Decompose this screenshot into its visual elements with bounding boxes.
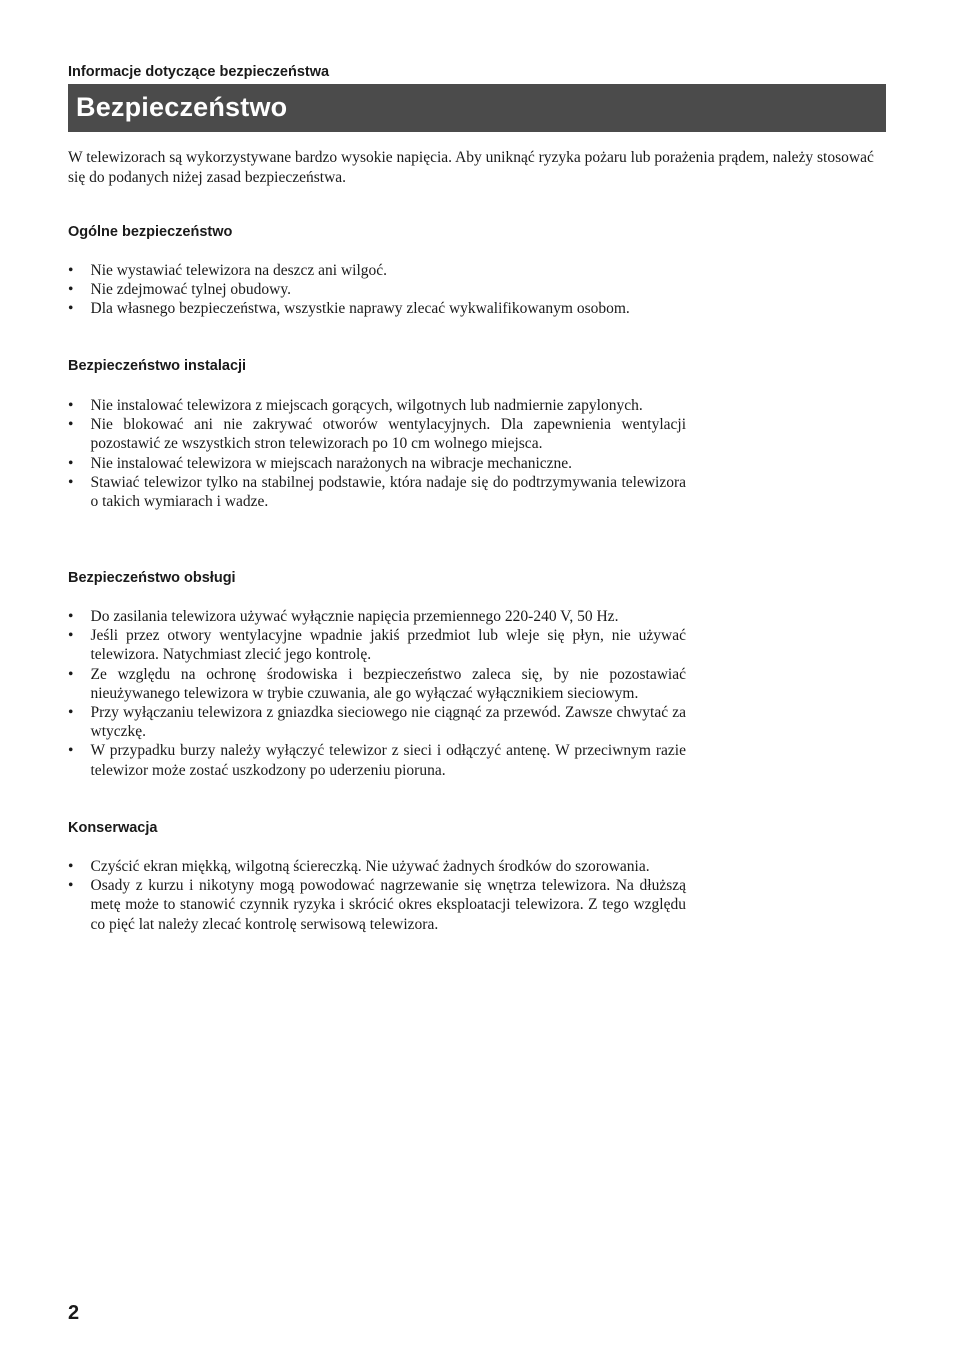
heading-general-safety: Ogólne bezpieczeństwo bbox=[68, 224, 233, 240]
intro-paragraph: W telewizorach są wykorzystywane bardzo wysokie napięcia. Aby uniknąć ryzyka pożaru lub porażenia prądem, należy stosować się do podanych niżej zasad bezpieczeństwa. bbox=[68, 149, 874, 186]
list-item: • W przypadku burzy należy wyłączyć telewizor z sieci i odłączyć antenę. W przeciwnym razie telewizor może zostać uszkodzony po uderzeniu pioruna. bbox=[68, 741, 686, 779]
list-item: • Przy wyłączaniu telewizora z gniazdka sieciowego nie ciągnąć za przewód. Zawsze chwytać za wtyczkę. bbox=[68, 703, 686, 741]
list-item: • Osady z kurzu i nikotyny mogą powodować nagrzewanie się wnętrza telewizora. Na dłuższą metę może to stanowić czynnik ryzyka i skrócić okres eksploatacji telewizora. Z tego względu co pięć lat należy zlecać kontrolę serwisową telewizora. bbox=[68, 876, 686, 934]
list-item: • Nie wystawiać telewizora na deszcz ani wilgoć. bbox=[68, 261, 768, 280]
list-installation-safety bbox=[68, 396, 686, 511]
list-item: • Nie instalować telewizora z miejscach gorących, wilgotnych lub nadmiernie zapylonych. bbox=[68, 396, 686, 415]
list-item: • Do zasilania telewizora używać wyłącznie napięcia przemiennego 220-240 V, 50 Hz. bbox=[68, 607, 686, 626]
list-item: • Nie blokować ani nie zakrywać otworów wentylacyjnych. Dla zapewnienia wentylacji pozostawić ze wszystkich stron telewizorach po 10 cm wolnego miejsca. bbox=[68, 415, 686, 453]
list-item: • Nie instalować telewizora w miejscach narażonych na wibracje mechaniczne. bbox=[68, 454, 686, 473]
list-maintenance bbox=[68, 857, 686, 934]
heading-operation-safety: Bezpieczeństwo obsługi bbox=[68, 570, 236, 586]
list-item: • Ze względu na ochronę środowiska i bezpieczeństwo zaleca się, by nie pozostawiać nieużywanego telewizora w trybie czuwania, ale go wyłączać wyłącznikiem sieciowym. bbox=[68, 665, 686, 703]
title-bar bbox=[68, 84, 886, 132]
list-item: • Stawiać telewizor tylko na stabilnej podstawie, która nadaje się do podtrzymywania telewizora o takich wymiarach i wadze. bbox=[68, 473, 686, 511]
section-label: Informacje dotyczące bezpieczeństwa bbox=[68, 64, 330, 80]
heading-installation-safety: Bezpieczeństwo instalacji bbox=[68, 358, 247, 374]
list-operation-safety bbox=[68, 607, 686, 780]
heading-maintenance: Konserwacja bbox=[68, 820, 158, 836]
list-item: • Dla własnego bezpieczeństwa, wszystkie naprawy zlecać wykwalifikowanym osobom. bbox=[68, 299, 768, 318]
list-item: • Nie zdejmować tylnej obudowy. bbox=[68, 280, 768, 299]
list-item: • Jeśli przez otwory wentylacyjne wpadnie jakiś przedmiot lub wleje się płyn, nie używać telewizora. Natychmiast zlecić jego kontrolę. bbox=[68, 626, 686, 664]
page-title: Bezpieczeństwo bbox=[76, 92, 288, 122]
list-general-safety bbox=[68, 261, 768, 319]
page-number: 2 bbox=[68, 1302, 80, 1324]
list-item: • Czyścić ekran miękką, wilgotną ściereczką. Nie używać żadnych środków do szorowania. bbox=[68, 857, 686, 876]
